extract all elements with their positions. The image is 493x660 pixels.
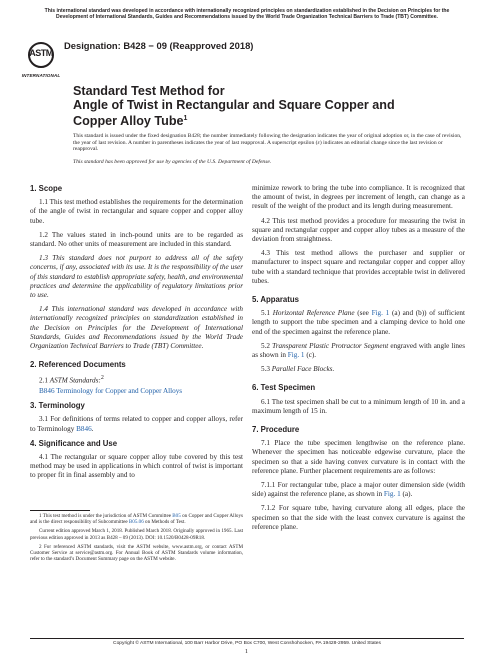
astm-logo	[21, 42, 61, 84]
document-title	[73, 84, 433, 128]
left-column	[30, 184, 243, 486]
paragraph-3-1	[30, 415, 243, 433]
right-column	[252, 184, 465, 537]
reference-b846	[30, 387, 243, 396]
paragraph-4-1: 4.1 The rectangular or square copper alloy tube covered by this test method may be used in applications in which control of twist is important to proper fit in final assembly and to	[30, 453, 243, 480]
paragraph-5-3-title: Parallel Face Blocks.	[271, 365, 335, 374]
dod-approval-note: This standard has been approved for use by agencies of the U.S. Department of Defense.	[73, 159, 272, 165]
paragraph-5-1-pre: (see	[354, 309, 372, 318]
subcommittee-b0506-link[interactable]: B05.06	[128, 519, 144, 526]
paragraph-7-1-1-end: (a).	[400, 490, 413, 499]
section-heading-terminology: 3. Terminology	[30, 401, 85, 411]
standardization-notice: This international standard was developed in accordance with internationally recognized principles on standardization established in the Decision on Principles for the Development of International Standards, Guides and Recommendations issued by the World Trade Organization Technical Barriers to Trade (TBT) Committee.	[44, 8, 450, 21]
paragraph-4-3: 4.3 This test method allows the purchaser and supplier or manufacturer to inspect square and rectangular copper and copper alloy tube with a standard technique that provides acceptable twist in delivered tubes.	[252, 249, 465, 285]
paragraph-2-1-label: 2.1	[39, 376, 48, 385]
footnotes	[30, 513, 243, 565]
committee-b05-link[interactable]: B05	[172, 513, 181, 519]
paragraph-5-1-post: (a) and (b)) of sufficient length to support the tube specimen and a clamping device to hold one end of the specimen against the reference plane.	[252, 309, 465, 336]
title-line-2: Angle of Twist in Rectangular and Square Copper and	[73, 98, 395, 112]
section-heading-referenced-documents: 2. Referenced Documents	[30, 360, 126, 370]
title-footnote-mark: 1	[183, 115, 188, 122]
terminology-link[interactable]: B846	[76, 424, 92, 433]
section-heading-apparatus: 5. Apparatus	[252, 295, 299, 305]
title-line-3: Copper Alloy Tube	[73, 114, 184, 129]
designation-label: Designation:	[64, 40, 121, 51]
footnote-1	[30, 513, 243, 526]
designation-number: B428 − 09 (Reapproved 2018)	[123, 40, 254, 51]
paragraph-6-1: 6.1 The test specimen shall be cut to a minimum length of 10 in. and a maximum length of 15 in.	[252, 397, 465, 415]
footnote-1-mid: on Copper and Copper Alloys and is the direct responsibility of Subcommittee	[30, 513, 243, 526]
paragraph-1-3: 1.3 This standard does not purport to address all of the safety concerns, if any, associated with its use. It is the responsibility of the user of this standard to establish appropriate safety, health, and environmental practices and determine the applicability of regulatory limitations prior to use.	[30, 254, 243, 300]
paragraph-4-1-continued: minimize rework to bring the tube into compliance. It is recognized that the amount of twist, in degrees per increment of length, can change as a result of the weight of the product and its length during measurement.	[252, 184, 465, 211]
paragraph-7-1: 7.1 Place the tube specimen lengthwise on the reference plane. Whenever the specimen has noticeable edgewise curvature, place the specimen so that a side having convex curvature is in contact with the reference plane. Further placement requirements are as follows:	[252, 439, 465, 475]
logo-mark: ASTM	[29, 48, 53, 58]
logo-text: INTERNATIONAL	[21, 73, 61, 78]
footnote-1-end: on Methods of Test.	[143, 519, 186, 526]
paragraph-5-2-post: (c).	[304, 351, 317, 360]
astm-standards-title: ASTM Standards:	[49, 376, 101, 385]
paragraph-7-1-1	[252, 481, 465, 499]
fig-1-link-c[interactable]: Fig. 1	[287, 351, 305, 360]
issuance-note: This standard is issued under the fixed designation B428; the number immediately following the designation indicates the year of original adoption or, in the case of revision, the year of last revision. A number in parentheses indicates the year of last reapproval. A superscript epsilon (ε) indicates an editorial change since the last revision or reapproval.	[73, 133, 462, 153]
reference-code-link[interactable]: B846	[39, 387, 55, 396]
paragraph-4-2: 4.2 This test method provides a procedure for measuring the twist in square and rectangular copper and copper alloy tubes as a measure of the deviation from straightness.	[252, 216, 465, 244]
paragraph-5-2-label: 5.2	[261, 341, 270, 350]
section-heading-significance: 4. Significance and Use	[30, 438, 118, 448]
paragraph-1-4: 1.4 This international standard was developed in accordance with internationally recognized principles on standardization established in the Decision on Principles for the Development of International Standards, Guides and Recommendations issued by the World Trade Organization Technical Barriers to Trade (TBT) Committee.	[30, 305, 243, 351]
paragraph-5-3	[252, 365, 465, 374]
page-number: 1	[244, 648, 249, 655]
section-heading-procedure: 7. Procedure	[252, 425, 300, 435]
paragraph-5-2	[252, 342, 465, 360]
paragraph-7-1-2: 7.1.2 For square tube, having curvature along all edges, place the specimen so that the side with the least convex curvature is against the reference plane.	[252, 504, 465, 531]
paragraph-5-1-title: Horizontal Reference Plane	[272, 309, 355, 318]
reference-title-link[interactable]: Terminology for Copper and Copper Alloys	[56, 387, 183, 396]
footnote-rule	[30, 510, 90, 511]
section-heading-scope: 1. Scope	[30, 184, 63, 193]
paragraph-3-1-end: .	[91, 424, 94, 433]
paragraph-5-1-label: 5.1	[261, 309, 270, 318]
paragraph-2-1	[30, 374, 243, 386]
footnote-1-text: 1 This test method is under the jurisdiction of ASTM Committee	[39, 513, 173, 519]
paragraph-3-1-text: 3.1 For definitions of terms related to copper and copper alloys, refer to Terminology	[30, 415, 243, 433]
title-line-1: Standard Test Method for	[73, 84, 225, 98]
paragraph-5-2-pre: engraved with angle lines as shown in	[252, 341, 465, 360]
paragraph-7-1-1-text: 7.1.1 For rectangular tube, place a major outer dimension side (width side) against the reference plane, as shown in	[252, 481, 465, 499]
copyright-line: Copyright © ASTM International, 100 Barr Harbor Drive, PO Box C700, West Conshohocken, PA 19428-2959. United States	[30, 638, 464, 646]
designation	[64, 40, 253, 51]
paragraph-5-1	[252, 309, 465, 337]
paragraph-1-2: 1.2 The values stated in inch-pound units are to be regarded as standard. No other units of measurement are included in this standard.	[30, 230, 243, 249]
astm-standards-sup: 2	[100, 375, 104, 382]
fig-1-link-7[interactable]: Fig. 1	[383, 490, 401, 499]
footnote-1-edition: Current edition approved March 1, 2018. Published March 2018. Originally approved in 1965. Last previous edition approved in 2013 as B428 – 09 (2013). DOI: 10.1520/B0428-09R18.	[30, 528, 243, 541]
footnote-2: 2 For referenced ASTM standards, visit the ASTM website, www.astm.org, or contact ASTM Customer Service at service@astm.org. For Annual Book of ASTM Standards volume information, refer to the standard’s Document Summary page on the ASTM website.	[30, 543, 243, 563]
paragraph-5-2-title: Transparent Plastic Protractor Segment	[272, 341, 389, 350]
paragraph-1-1: 1.1 This test method establishes the requirements for the determination of the angle of twist in rectangular and square copper and copper alloy tube.	[30, 198, 243, 225]
paragraph-5-3-label: 5.3	[261, 365, 270, 374]
section-heading-test-specimen: 6. Test Specimen	[252, 383, 316, 393]
fig-1-link-a[interactable]: Fig. 1	[371, 309, 390, 318]
